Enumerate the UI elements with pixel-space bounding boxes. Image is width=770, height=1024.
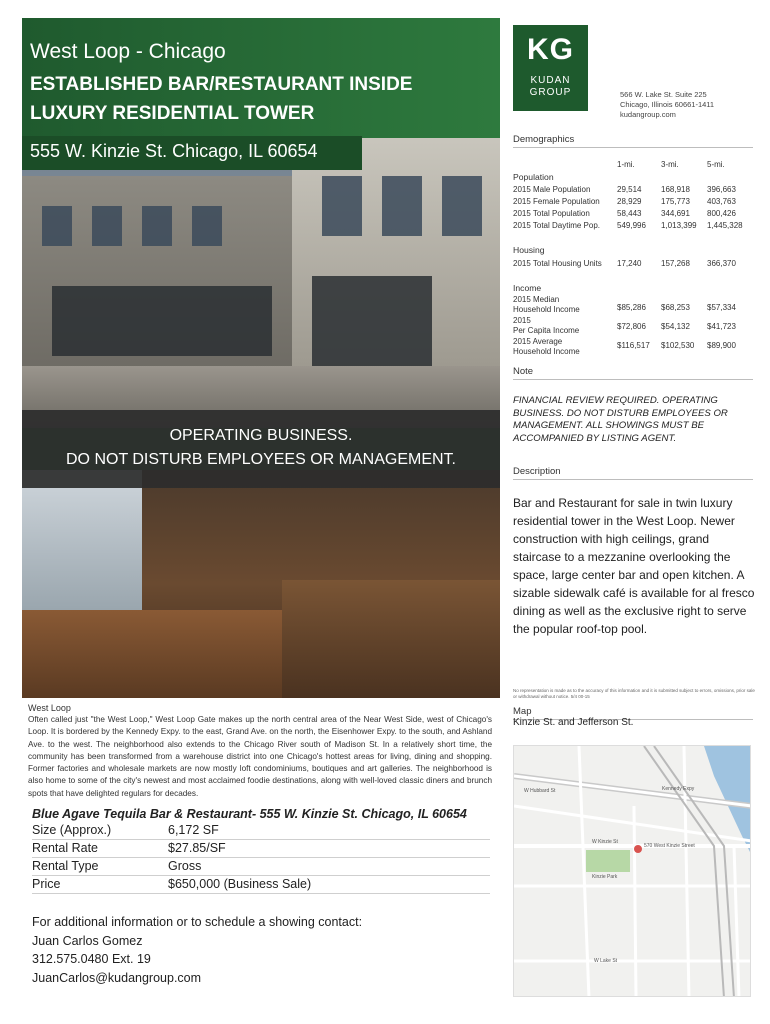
map-park-label: Kinzie Park (592, 874, 618, 880)
hero-header (22, 18, 500, 138)
listing-label: Size (Approx.) (32, 823, 112, 837)
contact-email[interactable]: JuanCarlos@kudangroup.com (32, 970, 202, 985)
listing-row (32, 876, 490, 894)
listing-value: 6,172 SF (168, 823, 219, 837)
west-loop-title: West Loop (28, 703, 71, 713)
hero-panel (22, 18, 500, 698)
note-text: FINANCIAL REVIEW REQUIRED. OPERATING BUSINESS. DO NOT DISTURB EMPLOYEES OR MANAGEMENT. ALL SHOWINGS MUST BE ACCOMPANIED BY LISTING AGENT. (513, 395, 728, 444)
website-link[interactable]: kudangroup.com (620, 110, 676, 119)
listing-value: $650,000 (Business Sale) (168, 877, 312, 891)
banner-line-2: DO NOT DISTURB EMPLOYEES OR MANAGEMENT. (66, 451, 456, 468)
kudan-group-logo: KG KUDAN GROUP (513, 25, 588, 111)
contact-block (32, 913, 362, 987)
interior-photo (22, 470, 500, 698)
contact-phone[interactable]: 312.575.0480 Ext. 19 (32, 952, 151, 966)
map-subtitle: Kinzie St. and Jefferson St. (513, 717, 634, 728)
listing-title: Blue Agave Tequila Bar & Restaurant- 555 W. Kinzie St. Chicago, IL 60654 (32, 807, 467, 821)
radius-header: 3-mi. (661, 160, 679, 169)
demographics-heading: Demographics (513, 134, 753, 148)
listing-row (32, 858, 490, 876)
listing-row (32, 840, 490, 858)
description-text: Bar and Restaurant for sale in twin luxury residential tower in the West Loop. Newer construction with high ceilings, grand staircase to a mezzanine overlooking the space, large center bar and open kitchen. A sizable sidewalk café is available for al fresco dining as well as the exclusive right to serve the popular roof-top pool. (513, 496, 755, 636)
contact-intro: For additional information or to schedule a showing contact: (32, 915, 363, 929)
address-bar (22, 136, 362, 170)
disclaimer-text: No representation is made as to the accuracy of this information and it is submitted subject to errors, omissions, prior sale or withdrawal without notice. 5/4 00-15 (513, 688, 755, 699)
population-header: Population (513, 172, 554, 182)
office-address: 566 W. Lake St. Suite 225 Chicago, Illinois 60661-1411 kudangroup.com (620, 90, 715, 119)
map-street-label: Kennedy Expy (662, 786, 695, 792)
listing-label: Price (32, 877, 61, 891)
banner-line-1: OPERATING BUSINESS. (169, 427, 353, 444)
housing-header: Housing (513, 245, 545, 255)
description-heading: Description (513, 466, 753, 480)
headline: ESTABLISHED BAR/RESTAURANT INSIDE LUXURY RESIDENTIAL TOWER (30, 74, 413, 124)
contact-name: Juan Carlos Gomez (32, 933, 143, 948)
radius-header: 5-mi. (707, 160, 725, 169)
building-exterior-photo (22, 136, 500, 428)
listing-value: Gross (168, 859, 202, 873)
listing-row (32, 822, 490, 840)
radius-header: 1-mi. (617, 160, 635, 169)
note-heading: Note (513, 366, 753, 380)
listing-label: Rental Rate (32, 841, 99, 855)
address-text: 555 W. Kinzie St. Chicago, IL 60654 (30, 141, 318, 161)
warning-banner (22, 410, 500, 488)
map-pin-label: 570 West Kinzie Street (644, 843, 695, 849)
map-street-label: W Hubbard St (524, 788, 556, 794)
map-street-label: W Lake St (594, 958, 618, 964)
location-map[interactable] (513, 745, 751, 997)
west-loop-text: Often called just "the West Loop," West Loop Gate makes up the north central area of the Near West Side, west of Chicago's Loop. It is bordered by the Kennedy Expy. to the east, Grand Ave. on the north, the Eisenhower Expy. to the south, and Ashland Ave. to the west. The neighborhood also extends to the Chicago River south of Madison St. In a relatively short time, the community has been transformed from a warehouse district into one Chicago's hottest areas for living, dining and shopping. Former factories and wholesale markets are now mostly loft condominiums, boutiques and art galleries. The neighborhood is also home to some of the city's newest and most acclaimed foodie destinations, along with well-loved classic diners and brunch spots that have delighted regulars for decades. (28, 715, 492, 798)
map-street-label: W Kinzie St (592, 839, 618, 845)
listing-value: $27.85/SF (168, 841, 226, 855)
map-heading: Map (513, 706, 753, 720)
listing-label: Rental Type (32, 859, 99, 873)
income-header: Income (513, 283, 542, 293)
location-title: West Loop - Chicago (30, 40, 226, 63)
